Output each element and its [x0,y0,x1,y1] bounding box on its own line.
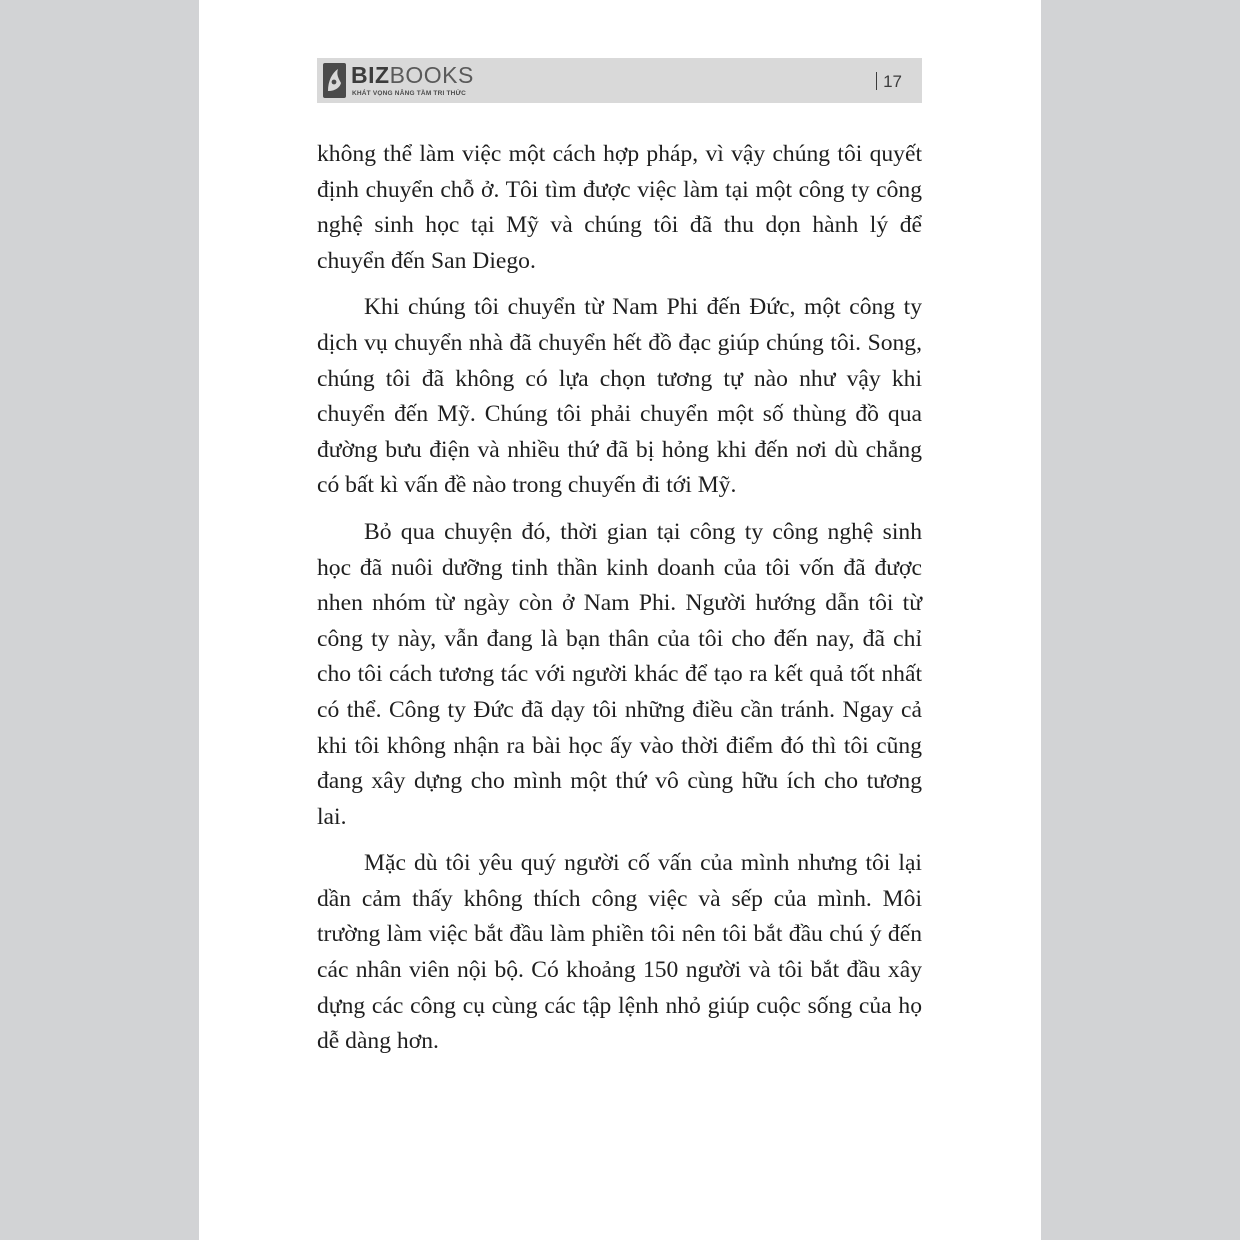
brand-tagline: KHÁT VỌNG NÂNG TẦM TRI THỨC [352,90,467,97]
paragraph-3: Bỏ qua chuyện đó, thời gian tại công ty công nghệ sinh học đã nuôi dưỡng tinh thần kinh doanh của tôi vốn đã được nhen nhóm từ ngày còn ở Nam Phi. Người hướng dẫn tôi từ công ty này, vẫn đang là bạn thân của tôi cho đến nay, đã chỉ cho tôi cách tương tác với người khác để tạo ra kết quả tốt nhất có thể. Công ty Đức đã dạy tôi những điều cần tránh. Ngay cả khi tôi không nhận ra bài học ấy vào thời điểm đó thì tôi cũng đang xây dựng cho mình một thứ vô cùng hữu ích cho tương lai. [317,518,922,830]
brand-bold: BIZ [351,62,390,88]
paragraph-1: không thể làm việc một cách hợp pháp, vì vậy chúng tôi quyết định chuyển chỗ ở. Tôi tìm được việc làm tại một công ty công nghệ sinh học tại Mỹ và chúng tôi đã thu dọn hành lý để chuyển đến San Diego. [317,141,922,274]
page-number-block [876,72,902,92]
brand-name [351,62,474,88]
paragraph-4: Mặc dù tôi yêu quý người cố vấn của mình nhưng tôi lại dần cảm thấy không thích công việc và sếp của mình. Môi trường làm việc bắt đầu làm phiền tôi nên tôi bắt đầu chú ý đến các nhân viên nội bộ. Có khoảng 150 người và tôi bắt đầu xây dựng các công cụ cùng các tập lệnh nhỏ giúp cuộc sống của họ dễ dàng hơn. [317,850,922,1055]
page-number: 17 [883,72,902,91]
paragraph-2: Khi chúng tôi chuyển từ Nam Phi đến Đức, một công ty dịch vụ chuyển nhà đã chuyển hết đồ đạc giúp chúng tôi. Song, chúng tôi đã không có lựa chọn tương tự nào như vậy khi chuyển đến Mỹ. Chúng tôi phải chuyển một số thùng đồ qua đường bưu điện và nhiều thứ đã bị hỏng khi đến nơi dù chẳng có bất kì vấn đề nào trong chuyến đi tới Mỹ. [317,294,922,499]
page-header [317,58,922,103]
book-page [199,0,1041,1240]
brand-rest: BOOKS [389,62,474,88]
bizbooks-logo-icon [323,63,346,98]
header-divider [876,72,877,90]
page-body [317,137,922,1071]
